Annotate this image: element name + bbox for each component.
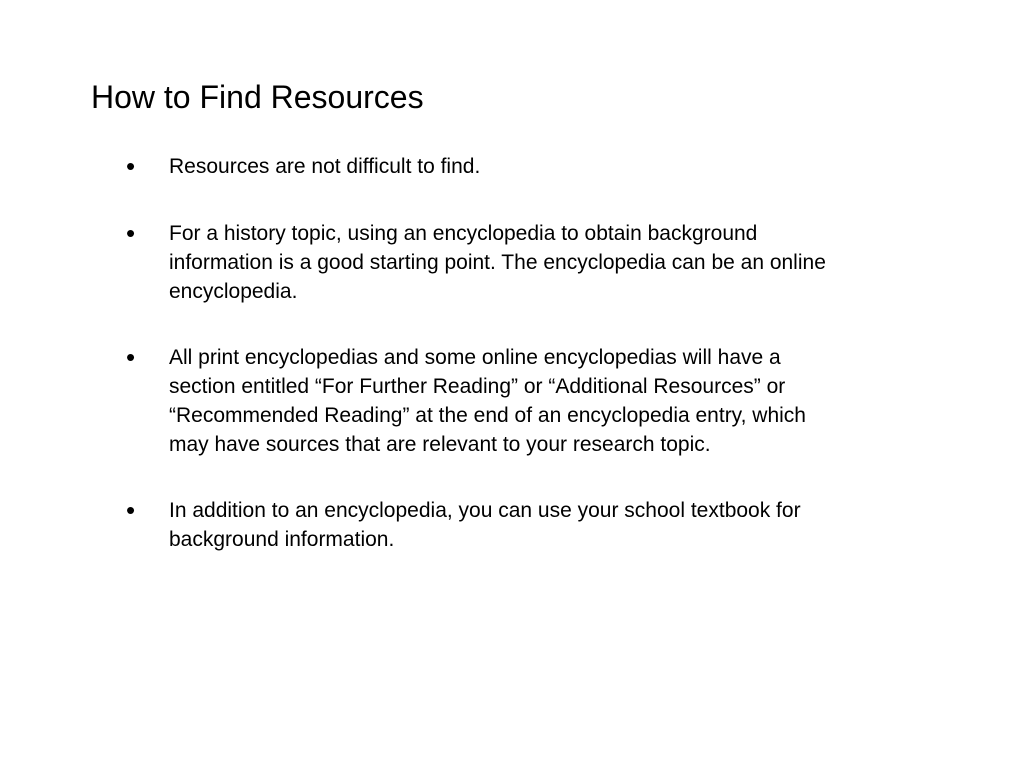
bullet-point-icon: • xyxy=(126,342,136,372)
bullet-text-line: “Recommended Reading” at the end of an encyclopedia entry, which xyxy=(169,404,806,427)
bullet-text-line: encyclopedia. xyxy=(169,280,298,303)
bullet-text xyxy=(169,343,929,459)
bullet-text-line: background information. xyxy=(169,528,395,551)
bullet-text-line: All print encyclopedias and some online encyclopedias will have a xyxy=(169,346,781,369)
bullet-point-icon: • xyxy=(126,218,136,248)
bullet-text-line: For a history topic, using an encyclopedia to obtain background xyxy=(169,222,758,245)
bullet-text-line: information is a good starting point. The encyclopedia can be an online xyxy=(169,251,826,274)
bullet-point-icon: • xyxy=(126,495,136,525)
bullet-text xyxy=(169,219,929,306)
bullet-text-line: section entitled “For Further Reading” or “Additional Resources” or xyxy=(169,375,786,398)
bullet-text-line: may have sources that are relevant to your research topic. xyxy=(169,433,711,456)
slide-title: How to Find Resources xyxy=(91,79,424,115)
bullet-text-line: Resources are not difficult to find. xyxy=(169,155,481,178)
bullet-text xyxy=(169,496,929,554)
bullet-text xyxy=(169,152,929,181)
bullet-point-icon: • xyxy=(126,151,136,181)
bullet-text-line: In addition to an encyclopedia, you can use your school textbook for xyxy=(169,499,801,522)
